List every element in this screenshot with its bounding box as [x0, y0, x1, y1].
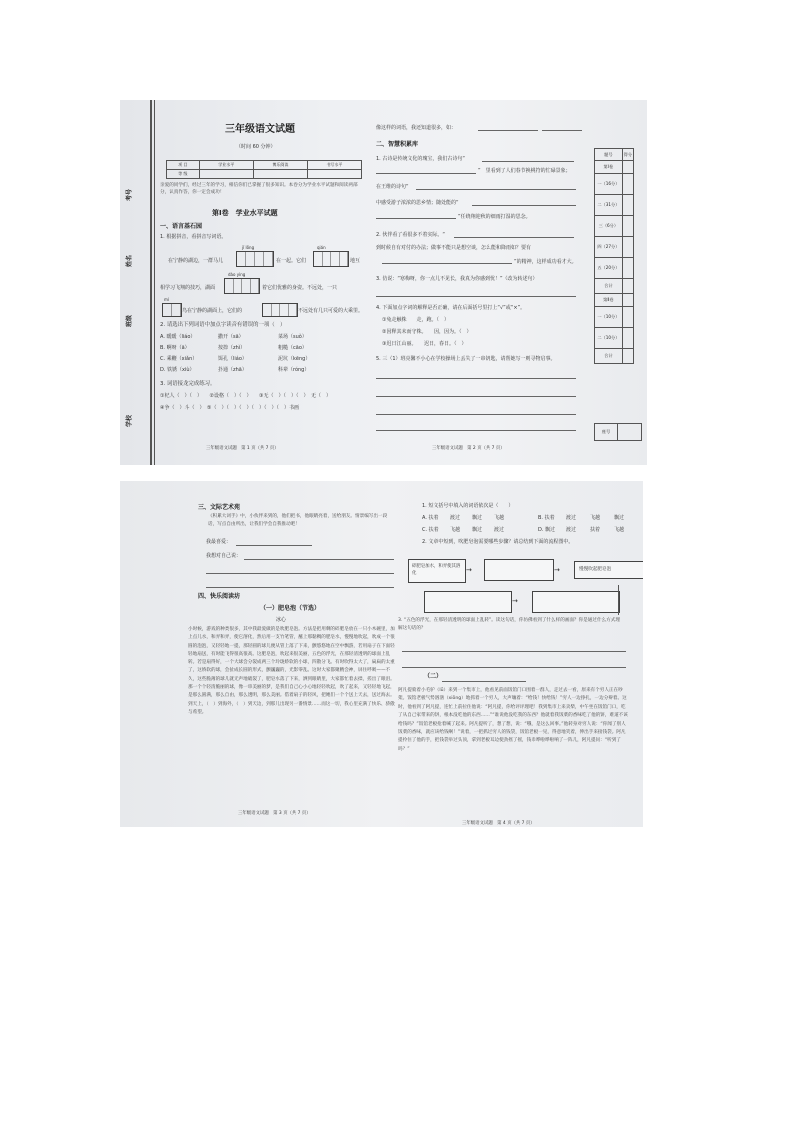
grade-header: 项 目 — [167, 161, 200, 170]
pinyin: qián — [317, 245, 326, 250]
p2-q2: ”的精神，这样成功看才大。 — [514, 259, 577, 265]
reading-q3: 3. “五色的浮光，在那轻清透明的球面上乱转”。读这句话，你仿佛看到了什么样的画面？你是通过什么方式理解这句话的？ — [398, 618, 620, 631]
answer-line[interactable] — [206, 573, 394, 574]
answer-grid[interactable] — [236, 251, 274, 267]
score-cell[interactable] — [622, 174, 633, 195]
q-option-word: 飞越 — [494, 515, 505, 521]
reading-q1: 1. 短文括号中填入的词语依次是（ ） — [422, 503, 514, 509]
part4-title: 四、快乐阅读坊 — [198, 593, 241, 600]
score-row-label: 第Ⅰ卷 — [595, 161, 623, 174]
grade-header: 书写水平 — [307, 161, 361, 170]
score-row-label: 合计 — [595, 349, 623, 364]
score-cell[interactable] — [622, 349, 633, 364]
q1-sentence: 不远处有几只可爱的大乘里。 — [298, 308, 364, 314]
score-header: 题号 — [595, 149, 623, 161]
part3-title: 三、文际艺术苑 — [198, 504, 241, 511]
answer-line[interactable] — [402, 651, 626, 652]
q2-prompt: 2. 请选出下列词语中加点字读音有错误的一项（ ） — [160, 322, 286, 328]
passage1-author: 冰心 — [276, 617, 287, 623]
arrow-right-icon: → — [554, 566, 560, 574]
exam-title: 三年级语文试题 — [225, 124, 295, 135]
pinyin: dào yìng — [228, 272, 246, 277]
q-option-word: 飘过 — [472, 515, 483, 521]
q2-option: 泥坑（kēng） — [278, 356, 311, 362]
q-option-word: 飘过 — [472, 527, 483, 533]
score-cell[interactable] — [622, 216, 633, 237]
answer-line[interactable] — [376, 414, 576, 415]
q1-sentence: 着它们优雅的身姿。不远处，一只 — [262, 285, 338, 291]
flow-step-label: 碎肥皂加水，和弄使其溶化 — [412, 564, 461, 576]
answer-grid[interactable] — [313, 251, 349, 267]
passage2-title: （二） — [424, 673, 443, 680]
pinyin: jǐ lǒng — [242, 245, 255, 250]
answer-line[interactable] — [376, 430, 576, 431]
q-option-word: 飞越 — [450, 527, 461, 533]
side-label-exam-no: 考号 — [126, 188, 134, 202]
score-row-label: 第Ⅱ卷 — [595, 294, 623, 307]
my-book-label: 我最喜爱： — [206, 539, 232, 545]
q-option-word: 渡过 — [450, 515, 461, 521]
q-option[interactable]: C. 扶着 — [422, 527, 439, 533]
passage1-text: 小时候，游戏的种类很多，其中我最爱做的是吹肥皂泡。方法是把用剩的碎肥皂放在一只小木碗里，加上点儿水，和弄和弄，使它溶化，然后用一支竹笔管，蘸上那黏稠的肥皂水，慢慢地吹起，吹成一个很圆的泡泡，又轻轻地一提，那轻圆的球儿便从管上落了下来，颤悠悠地在空中飘游，若用扇子在下面轻轻地扇送，有时能飞得很高很高。这肥皂泡，吹起来很美丽，五色的浮光，在那轻清透明的球面上乱转。若是扇得好，一个大球会分裂成两三个玲珑娇软的小球，四散分飞。有时吹得太大了，扁扁的太重了，这娇软的球，会扯成长圆的形式，颤巍巍的，光影零乱。这时大家都聚精会神，屏住呼吸——不久，这些脆薄的球儿就无声地破裂了，肥皂水落了下来，洒到眼睛里，大家都忙着去揉，搓出了眼泪。那一个个轻清脆丽的球，像一串美丽的梦，是我们自己心小心地轻轻吹起，吹了起来，又轻轻地飞起，是那么圆满，那么自由，那么透明，那么美丽。借着扇子的轻风，把她们一个个送上天去，送过海去。到天上，（ ）到海外，（ ）到天边，到那儿出现另一番情景……而这一切，我心里充满了快乐、骄傲与希望。 — [188, 627, 395, 715]
q-option[interactable]: D. 飘过 — [538, 527, 556, 533]
answer-grid[interactable] — [262, 303, 298, 317]
answer-line[interactable] — [376, 173, 476, 174]
score-cell[interactable] — [622, 328, 633, 349]
answer-line[interactable] — [382, 263, 512, 264]
arrow-right-icon: → — [466, 566, 472, 574]
q-option-word: 飘过 — [614, 515, 625, 521]
reading-q2: 2. 文章中短到，吹肥皂泡需要哪些步骤？请总结到下面的流程图中。 — [422, 539, 574, 545]
answer-line[interactable] — [376, 396, 576, 397]
seat-cell[interactable] — [618, 424, 642, 441]
exam-photo-pages-3-4 — [120, 481, 643, 827]
page-footer: 三年级语文试题 第 4 页（共 7 页） — [462, 821, 535, 826]
flow-step-2[interactable] — [484, 559, 554, 581]
answer-line[interactable] — [402, 667, 626, 668]
answer-line[interactable] — [454, 237, 574, 238]
answer-line[interactable] — [542, 130, 582, 131]
answer-grid[interactable] — [224, 278, 260, 294]
score-row-label: 二（31分） — [595, 195, 623, 216]
side-label-class: 班级 — [126, 314, 134, 328]
seat-label: 座号 — [595, 424, 618, 441]
binding-line — [150, 100, 152, 465]
p2-q2: 到时候自有对付的办法；做事不能只是想空谈，怎么能和降雨如？要有 — [376, 245, 532, 251]
p2-q2: 2. 伙伴看了看很多不着实际。“ — [376, 232, 445, 238]
flow-step-1 — [408, 559, 466, 583]
score-row-label: 五（20分） — [595, 258, 623, 279]
q1-sentence: 鸟在宁静的湖面上，它们的 — [182, 308, 243, 314]
answer-line[interactable] — [472, 205, 576, 206]
score-row-label: 一（16分） — [595, 174, 623, 195]
part3-intro: 《积累大词手》中，小伙伴来到的，他们把书，他眼睛亮着，送给朋友。情景编写出一段话，写点自由所出，让我们学会自我推动吧！ — [208, 514, 388, 527]
p2-q1: ”任绕翔迎秋的细雨打湿的思念。 — [458, 214, 531, 220]
p2-q4: 4. 下面加点字词的解释是否正确，请在后面括号里打上“√”或“×”。 — [376, 305, 526, 311]
flow-step-label: 慢慢吹起肥皂泡 — [579, 567, 612, 572]
q-option-word: 飞越 — [590, 515, 601, 521]
q2-option: 扑通（zhā） — [218, 367, 247, 373]
answer-line[interactable] — [376, 296, 576, 297]
grade-header: 学业水平 — [199, 161, 253, 170]
q-option-word: 渡过 — [566, 527, 577, 533]
q1-sentence: 在宁静的湖边，一群马儿 — [168, 258, 224, 264]
q-option-word: 飞越 — [614, 527, 625, 533]
p2-q4-item[interactable]: ③迟日江山丽。 迟日，春日。（ ） — [382, 341, 467, 347]
score-row-label: 一（10分） — [595, 307, 623, 328]
score-row-label: 三（6分） — [595, 216, 623, 237]
score-row-label: 四（27分） — [595, 237, 623, 258]
score-cell[interactable] — [622, 258, 633, 279]
flow-step-3[interactable] — [424, 591, 512, 613]
p2-q1: 中感受游子浓浓的思乡情；随处能的“ — [376, 200, 459, 206]
p2-q1: 1. 古诗是传统文化的瑰宝，我们古诗句“ — [376, 156, 465, 162]
q-option-word: 渡过 — [494, 527, 505, 533]
p2-q5: 5. 三（1）班亮馨不小心在学校操场上丢失了一串钥匙，请帮她写一则寻物启事。 — [376, 356, 556, 362]
answer-line[interactable] — [416, 189, 576, 190]
p2-q1: ” 里看到了人们春节换桃符的忙碌景象； — [478, 168, 571, 174]
q2-option[interactable]: B. 啊呀（ā） — [160, 345, 190, 351]
score-row-label: 合计 — [595, 279, 623, 294]
part2-title: 二、智慧积累库 — [376, 141, 419, 148]
answer-grid[interactable] — [162, 303, 182, 317]
q-option[interactable]: A. 扶着 — [422, 515, 439, 521]
pinyin: mí — [164, 297, 170, 302]
q2-option: 科辈（róng） — [278, 367, 310, 373]
side-label-name: 姓名 — [126, 254, 134, 268]
score-cell[interactable] — [622, 294, 633, 307]
q2-option: 撒开（sā） — [218, 334, 244, 340]
score-cell[interactable] — [622, 237, 633, 258]
grade-row-label: 等 级 — [167, 170, 200, 179]
score-cell[interactable] — [622, 307, 633, 328]
q1-sentence: 地互 — [350, 258, 361, 264]
grade-header: 博乐阅读 — [253, 161, 307, 170]
q-option-word: 渡过 — [566, 515, 577, 521]
answer-line[interactable] — [376, 218, 456, 219]
grade-cell[interactable] — [253, 170, 307, 179]
section-title: 第Ⅰ卷 学业水平试题 — [212, 209, 278, 217]
binding-line — [154, 100, 155, 465]
p2-q3: 3. 仿说：“寒梅呀，你一点儿不见长，我真为你感到忧！”（改为转述句） — [376, 276, 538, 282]
q2-option: 菜场（suǒ） — [278, 334, 307, 340]
score-side-table — [594, 148, 634, 364]
answer-line[interactable] — [482, 161, 574, 162]
q1-prompt: 1. 根据拼音，看拼音写词语。 — [160, 234, 227, 240]
score-header: 得分 — [622, 149, 633, 161]
q2-option: 按捺（zhì） — [218, 345, 246, 351]
page-footer: 三年级语文试题 第 1 页（共 7 页） — [206, 446, 279, 451]
grade-table — [166, 160, 362, 179]
grade-cell[interactable] — [307, 170, 361, 179]
passage1-title: （一）肥皂泡（节选） — [260, 605, 321, 612]
side-label-school: 学校 — [126, 414, 134, 428]
page-footer: 三年级语文试题 第 3 页（共 7 页） — [238, 811, 311, 816]
q3-line[interactable]: ①杞人（ ）（ ） ②设格（ ）（ ） ③无（ ）（ ）（ ） 无（ ） — [160, 393, 331, 399]
passage2-text: 阿凡提骑着小毛驴（lǘ）来到一个集市上，他看见前面饭馆门口围着一群人，走过去一看，原来有个穷人正在吵架。饭馆老板气势汹汹（xiōng）地抓着一个穷人，大声嚷着：“给钱！快给钱！”穷人一边挣扎，一边分辩着。这时，他看到了阿凡提，连忙上前拉住他说：“阿凡提，你给评评理吧！我到集市上来卖柴，中午坐在饭馆门口，吃了从自己家带来的饼，根本没吃他的东西……”“谁说他没吃我的东西？他就着我饭菜的香味吃了他的饼，难道不该给钱吗？”饭馆老板抢着喊了起来。阿凡提听了，想了想，说：“哦，是这么回事。”他转身对穷人说：“你闻了别人饭菜的香味，就应该给钱啊！”说着，一把抓过穷人的钱袋，饭馆老板一见，得意地笑着，伸出手来接钱袋。阿凡提拎住了他的手，把钱袋举过头顶，拿到老板耳边使劲摇了摇，钱币哗啦哗啦响了一阵儿，阿凡提问：“听到了吗？” — [398, 688, 628, 752]
q1-sentence: 相学习飞翔的技巧，湖面 — [160, 285, 216, 291]
score-cell[interactable] — [622, 279, 633, 294]
flow-connector — [618, 585, 619, 615]
q2-option[interactable]: A. 暖暖（liáo） — [160, 334, 196, 340]
exam-photo-pages-1-2 — [120, 100, 647, 465]
page-footer: 三年级语文试题 第 2 页（共 7 页） — [432, 446, 505, 451]
p2-q4-item[interactable]: ①兔走触株 走，跑。（ ） — [382, 317, 449, 323]
answer-line[interactable] — [442, 681, 526, 682]
flow-step-4[interactable] — [532, 591, 620, 613]
p2-q4-item[interactable]: ②因释其未而守株。 因，因为。（ ） — [382, 329, 472, 335]
q3-line[interactable]: ④争（ ）斗（ ） ⑤（ ）（ ）（ ）（ ）（ ）（ ）书画 — [160, 405, 299, 411]
q2-option: 饵孔（liáo） — [218, 356, 247, 362]
words-prompt: 像这样的词语，我还知道很多，如： — [376, 125, 457, 131]
q3-prompt: 3. 词语接龙完成练习。 — [160, 381, 216, 387]
arrow-right-icon: → — [512, 597, 518, 605]
grade-cell[interactable] — [199, 170, 253, 179]
part1-title: 一、语言基石园 — [160, 223, 203, 230]
q2-option[interactable]: D. 铁锈（xiù） — [160, 367, 195, 373]
seat-table — [594, 423, 642, 441]
p2-q1: 在王维的诗句“ — [376, 184, 409, 190]
answer-line[interactable] — [236, 545, 312, 546]
score-cell[interactable] — [622, 161, 633, 174]
answer-line[interactable] — [478, 130, 538, 131]
flow-step-6 — [574, 561, 643, 579]
score-row-label: 二（10分） — [595, 328, 623, 349]
exam-intro: 亲爱的同学们，经过三年的学习，相信你们已掌握了很多知识。本卷分为学业水平试题和阅读两部分，认真作答，你一定会成功！ — [160, 183, 358, 195]
answer-line[interactable] — [376, 378, 576, 379]
answer-line[interactable] — [244, 559, 394, 560]
my-reason-label: 我想对自己说： — [206, 553, 242, 559]
q-option-word: 扶着 — [590, 527, 601, 533]
q2-option: 粗糙（cāo） — [278, 345, 307, 351]
q-option[interactable]: B. 扶着 — [538, 515, 555, 521]
answer-line[interactable] — [206, 587, 394, 588]
q2-option[interactable]: C. 乘鞭（xiǎn） — [160, 356, 198, 362]
q1-sentence: 在一起。它们 — [276, 258, 307, 264]
score-cell[interactable] — [622, 195, 633, 216]
time-limit: （时间 60 分钟） — [236, 144, 276, 150]
